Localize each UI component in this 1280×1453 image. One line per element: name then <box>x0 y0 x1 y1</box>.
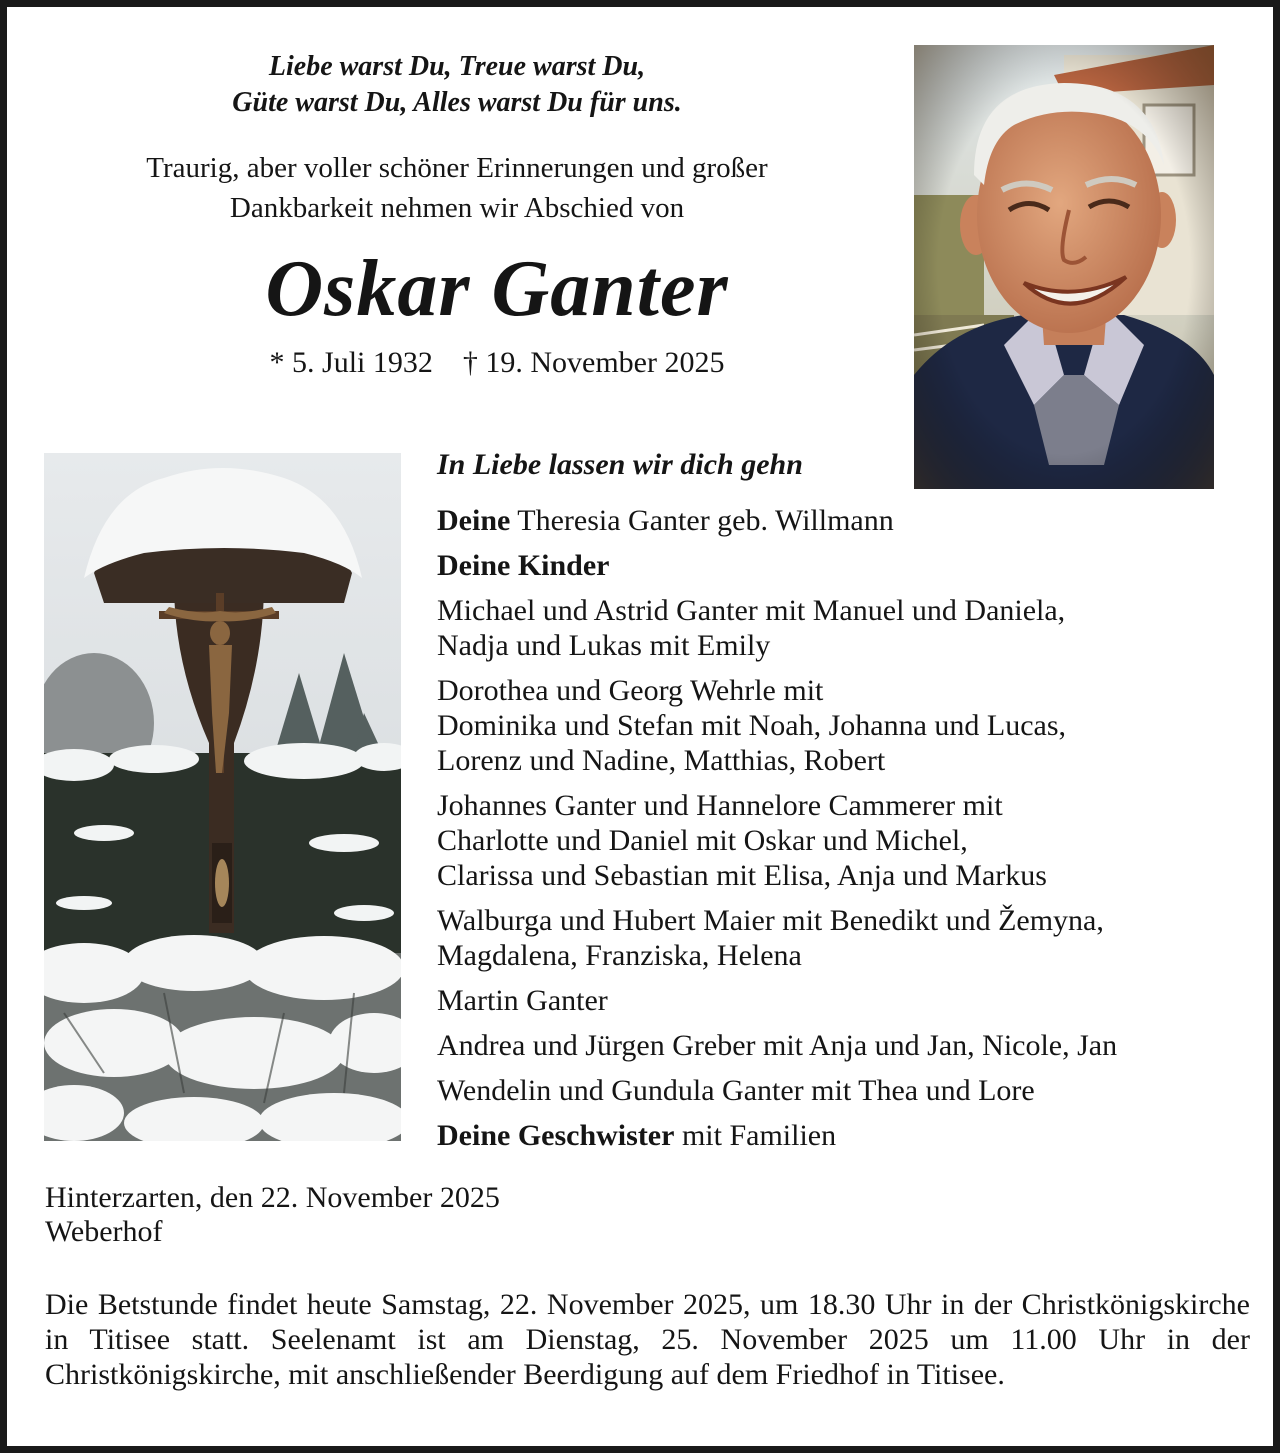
mourners-heading: In Liebe lassen wir dich gehn <box>437 448 803 481</box>
family-line: Martin Ganter <box>437 984 608 1017</box>
family-line: Dorothea und Georg Wehrle mit <box>437 674 824 707</box>
children-heading <box>437 548 1257 583</box>
motto-line-1: Liebe warst Du, Treue warst Du, <box>268 51 646 82</box>
mourners-list <box>437 503 1257 1153</box>
family-line: Wendelin und Gundula Ganter mit Thea und Lore <box>437 1074 1035 1107</box>
family-line: Michael und Astrid Ganter mit Manuel und Daniela, <box>437 594 1066 627</box>
family-line: Lorenz und Nadine, Matthias, Robert <box>437 744 886 777</box>
intro-text <box>37 148 877 228</box>
family-group <box>437 903 1257 973</box>
deceased-name: Oskar Ganter <box>265 245 729 333</box>
family-line: Walburga und Hubert Maier mit Benedikt und Žemyna, <box>437 904 1104 937</box>
intro-line-2: Dankbarkeit nehmen wir Abschied von <box>229 192 685 224</box>
motto <box>77 49 837 121</box>
place-and-date <box>45 1181 500 1249</box>
life-dates: * 5. Juli 1932 † 19. November 2025 <box>269 346 725 379</box>
place-line-1: Hinterzarten, den 22. November 2025 <box>45 1181 500 1214</box>
family-group <box>437 593 1257 663</box>
family-line: Magdalena, Franziska, Helena <box>437 939 802 972</box>
spouse-prefix: Deine <box>437 504 511 537</box>
family-line: Andrea und Jürgen Greber mit Anja und Jan, Nicole, Jan <box>437 1029 1118 1062</box>
spouse-name: Theresia Ganter geb. Willmann <box>510 504 894 537</box>
family-group <box>437 1028 1257 1063</box>
family-group <box>437 1073 1257 1108</box>
place-line-2: Weberhof <box>45 1215 163 1248</box>
siblings-line <box>437 1118 1257 1153</box>
spouse-line <box>437 503 1257 538</box>
family-line: Charlotte und Daniel mit Oskar und Michel, <box>437 824 968 857</box>
siblings-suffix: mit Familien <box>674 1119 837 1152</box>
siblings-prefix: Deine Geschwister <box>437 1119 675 1152</box>
family-line: Dominika und Stefan mit Noah, Johanna und Lucas, <box>437 709 1067 742</box>
portrait-photo <box>914 45 1214 489</box>
family-line: Clarissa und Sebastian mit Elisa, Anja und Markus <box>437 859 1047 892</box>
family-group <box>437 788 1257 893</box>
family-line: Nadja und Lukas mit Emily <box>437 629 771 662</box>
wayside-cross-photo <box>44 453 401 1141</box>
children-heading-text: Deine Kinder <box>437 549 610 582</box>
motto-line-2: Güte warst Du, Alles warst Du für uns. <box>232 87 682 118</box>
family-group <box>437 673 1257 778</box>
family-group <box>437 983 1257 1018</box>
children-groups <box>437 593 1257 1108</box>
intro-line-1: Traurig, aber voller schöner Erinnerungen und großer <box>146 152 768 184</box>
service-announcement: Die Betstunde findet heute Samstag, 22. November 2025, um 18.30 Uhr in der Christkönigskirche in Titisee statt. Seelenamt ist am Dienstag, 25. November 2025 um 11.00 Uhr in der Christkönigskirche, mit anschließender Beerdigung auf dem Friedhof in Titisee. <box>45 1288 1250 1391</box>
family-line: Johannes Ganter und Hannelore Cammerer mit <box>437 789 1003 822</box>
